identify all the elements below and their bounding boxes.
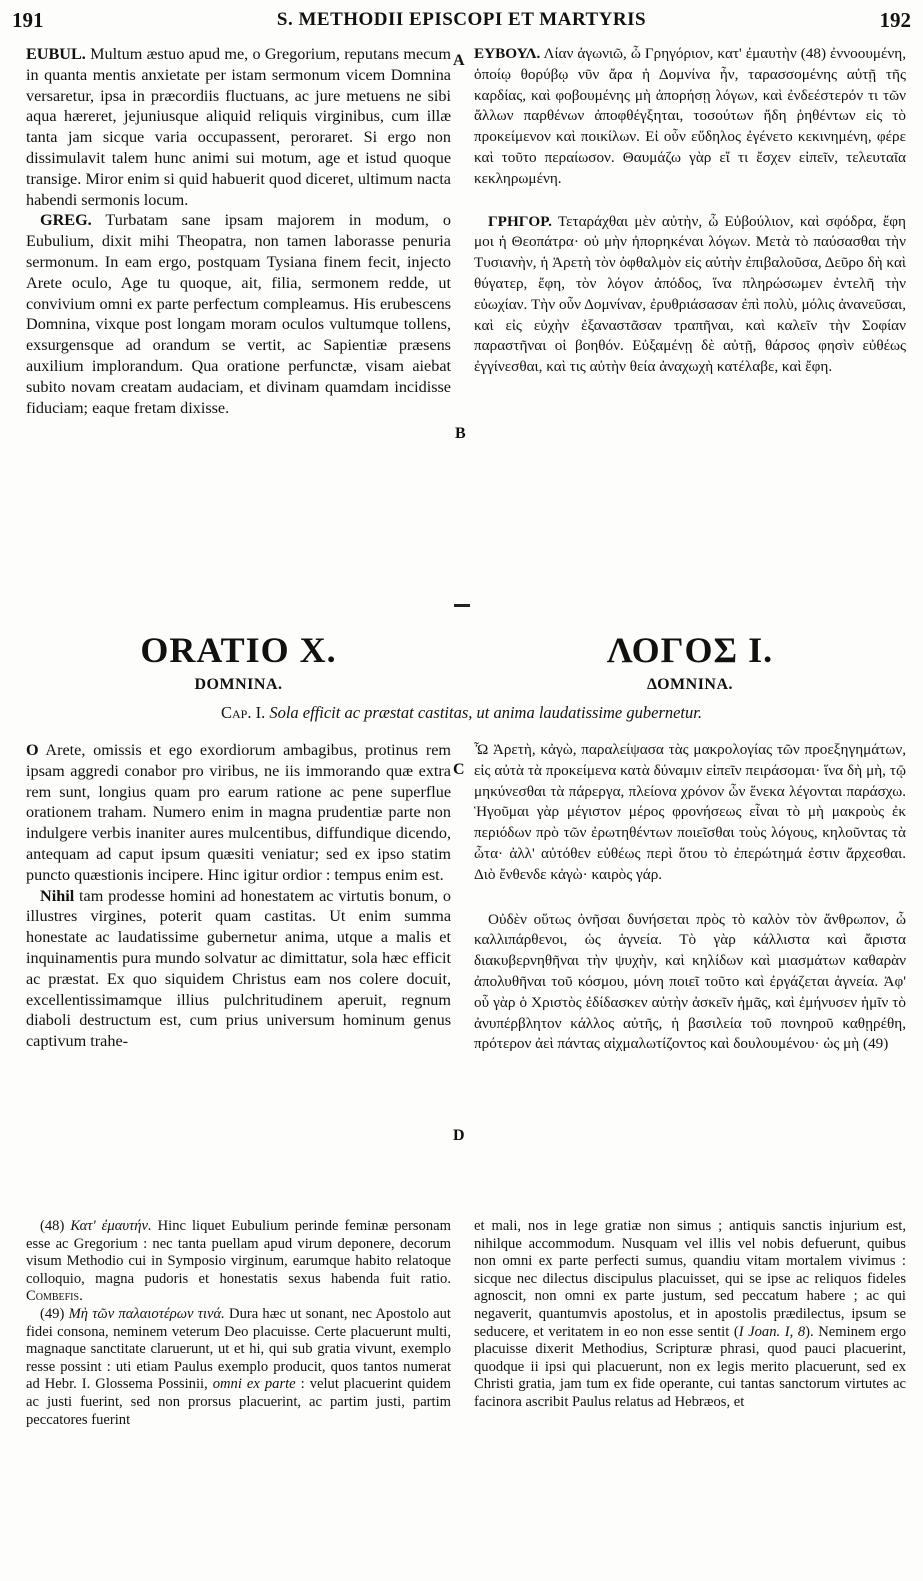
paragraph-text: Τεταράχθαι μὲν αὐτὴν, ὦ Εὐβούλιον, καὶ σφόδρα, ἔφη μοι ἡ Θεοπάτρα· οὐ μὴν ἠπορηκέναι λόγων. Μετὰ τὸ παύσασθαι τὴν Τυσιανὴν, ἡ Ἀρετὴ τὸν ὀφθαλμὸν εἰς αὐτὴν ἐπιβαλοῦσα, Δεῦρο δὴ καὶ θύγατερ, ἔφη, τὸν λόγον ἀπόδος, ἵνα πληρώσωμεν ἐντελῆ τὴν εὐωχίαν. Τὴν οὖν Δομνίναν, ἐρυθριάσασαν ἐπὶ πολὺ, μόλις ἀνανεῦσαι, καὶ εἰς εὐχὴν ἐξαναστᾶσαν τραπῆναι, καὶ καλεῖν τὴν Σοφίαν παραστῆναι οἱ βοηθόν. Εὐξαμένῃ δὲ αὐτῇ, θάρσος φησὶν εὐθέως ἐγγίνεσθαι, καὶ τις αὐτὴν θεία ἀναχωχὴ κατέλαβε, καὶ ἔφη.	[474, 212, 906, 376]
footnote-lemma: Κατ' ἐμαυτήν.	[70, 1218, 152, 1234]
latin-oration-column	[26, 740, 451, 1052]
paragraph-text: οὕτως ὀνῆσαι δυνήσεται πρὸς τὸ καλὸν τὸν ἄνθρωπον, ὦ καλλιπάρθενοι, ὡς ἁγνεία. Τὸ γὰρ κάλλιστα καὶ ἄριστα διακυβερνηθῆναι τὴν ψυχὴν, καὶ κηλίδων καὶ μιασμάτων καθαρὰν ἀπολυθῆναι τοῦ κόσμου, μόνη ποιεῖ τοῦτο καὶ ἐργάζεται ἁγνεία. Ἀφ' οὗ γὰρ ὁ Χριστὸς ἐδίδασκεν αὐτὴν ἀσκεῖν ἡμᾶς, καὶ ἐμήνυσεν ἡμῖν τὸ ἀνυπέρβλητον κάλλος αὐτῆς, ἡ βασιλεία τοῦ πονηροῦ καθῃρέθη, πρότερον ἀεὶ πάντας αἰχμαλωτίζοντος καὶ δουλουμένου· ὡς μὴ (49)	[474, 910, 906, 1053]
footnote-49-continued	[474, 1218, 906, 1412]
footnote-48	[26, 1218, 451, 1306]
section-marker-c: C	[453, 761, 465, 778]
oratio-heading-greek	[474, 630, 906, 694]
chapter-label: Cap. I.	[220, 703, 266, 722]
paragraph-lead: Οὐδὲν	[488, 910, 527, 928]
greek-paragraph-greg	[474, 212, 906, 378]
footnotes-left	[26, 1218, 451, 1429]
running-header	[12, 8, 911, 36]
paragraph-text: Λίαν ἀγωνιῶ, ὦ Γρηγόριον, κατ' ἐμαυτὴν (48) ἐννοουμένη, ὁποίῳ θορύβῳ νῦν ἄρα ἡ Δομνίνα ἦν, ταρασσομένης αὐτῇ τῆς καρδίας, καὶ φοβουμένης μὴ ἀπορήσῃ λόγων, καὶ ἐνδεέστερόν τι τῶν ἄλλων παρθένων ἀποφθέγξηται, τοσούτων ἤδη ῥηθέντων εἰς τὸ προκείμενον καὶ ποικίλων. Εἰ οὖν εὔδηλος ἐγένετο κεκινημένη, φέρε καὶ τοῦτο περαίωσον. Θαυμάζω γὰρ εἴ τι ἔσχεν εἰπεῖν, τελευταῖα κεκληρωμένη.	[474, 45, 906, 187]
section-divider	[454, 604, 470, 607]
footnote-text: et mali, nos in lege gratiæ non simus ; antiquis sanctis injurium est, nihilque accommodum. Nusquam vel illis vel nobis defuerunt, quibus non omni ex parte perfecti sumus, quandiu vitam mortalem vivimus : sicque nec dilectus discipulus placuisset, qui se ipse ac reliquos fideles agnoscit, non omni ex parte justum, sed peccatum habere ; ac qui negaverit, quantumvis apostolus, et in apostolis prædilectus, ipsum se seducere, et veritatem in eo non esse sentit (	[474, 1218, 906, 1340]
section-marker-b: B	[455, 425, 466, 442]
greek-oration-paragraph-1	[474, 740, 906, 886]
running-title: S. METHODII EPISCOPI ET MARTYRIS	[276, 9, 647, 30]
speaker-eubul-greek: ΕΥΒΟΥΛ.	[474, 45, 541, 62]
latin-dialogue-column	[26, 44, 451, 418]
footnote-number: (49)	[40, 1305, 65, 1322]
footnote-lemma: Μὴ τῶν παλαιοτέρων τινά.	[68, 1305, 225, 1322]
footnote-italic-phrase: omni ex parte	[212, 1376, 296, 1393]
speaker-greg-greek: ΓΡΗΓΟΡ.	[488, 212, 552, 230]
paragraph-lead: Nihil	[40, 886, 75, 905]
oratio-speaker-greek: ΔΟΜΝΙΝΑ.	[646, 676, 734, 693]
chapter-heading	[0, 703, 923, 723]
oratio-title-latin: ORATIO X.	[140, 630, 337, 670]
footnote-text: ). Neminem ergo placuisse dixerit Methodius, Scripturæ phrasi, quod pauci placuerint, quodque ii ipsi qui placuerunt, non ex legis merito placuerunt, sed ex Christi gratia, jam tum ex fide operante, cui tantas sanctorum virtutes ac facinora ascribit Paulus relatus ad Hebræos, et	[474, 1323, 906, 1410]
paragraph-text: Arete, omissis et ego exordiorum ambagibus, protinus rem ipsam aggredi conabor pro viribus, ne iis immorando quæ extra rem sunt, longius quam pro earum ratione ac pene superflue orationem traham. Numero enim in magna prudentiæ parte non indulgere verbis inaniter aures mulcentibus, diffundique dicendo, antequam ad caput ipsum quæsiti veniatur; sed ex ipso statim puncto quæstionis incipere. Hinc igitur ordior : tempus enim est.	[26, 741, 451, 884]
greek-oration-column	[474, 740, 906, 1055]
chapter-summary: Sola efficit ac præstat castitas, ut anima laudatissime gubernetur.	[269, 703, 702, 722]
greek-dialogue-column	[474, 44, 906, 378]
paragraph-lead: O	[26, 741, 39, 759]
greek-paragraph-eubul	[474, 44, 906, 190]
latin-oration-paragraph-1	[26, 740, 451, 886]
page-number-left: 191	[12, 8, 44, 32]
oratio-title-greek: ΛΟΓΟΣ Ι.	[606, 630, 774, 670]
scripture-reference: I Joan. I, 8	[738, 1323, 806, 1340]
footnote-text-tail: : velut placuerint quidem ac justi fuerint, sed non prorsus placuerint, ac partim justi, partim peccatores fuerint	[26, 1376, 451, 1428]
footnotes-right	[474, 1218, 906, 1412]
section-marker-d: D	[453, 1127, 465, 1144]
oratio-heading-latin	[26, 630, 451, 694]
page-number-right: 192	[879, 8, 911, 32]
latin-paragraph-greg	[26, 210, 451, 418]
latin-paragraph-eubul	[26, 44, 451, 210]
footnote-text: Hinc liquet Eubulium perinde feminæ personam esse ac Gregorium : nec tanta puellam apud virum deponere, decorum visum Methodio cui in Symposio virginum, earumque habito relatoque colloquio, magna pudoris et honestatis sexus habenda fuit ratio.	[26, 1218, 451, 1287]
oratio-speaker-latin: DOMNINA.	[194, 676, 283, 693]
speaker-eubul: EUBUL.	[26, 45, 86, 63]
speaker-greg: GREG.	[40, 211, 92, 230]
paragraph-text: Turbatam sane ipsam majorem in modum, o Eubulium, dixit mihi Theopatra, non tamen laborasse penuria sermonum. In eam ergo, postquam Tysiana finem fecit, injecto Arete oculo, Age tu quoque, ait, filia, sermonem redde, ut convivium omni ex parte perfectum compleamus. His erubescens Domnina, vixque post longam moram oculos vultumque tollens, exsurgensque ad orandum se vertit, ac Sapientiæ præsens auxilium implorandum. Qua oratione perfunctæ, visam aiebat subito novam creatam audaciam, et divinam quamdam incidisse fiduciam; eaque fretam dixisse.	[26, 211, 451, 417]
paragraph-lead: Ὦ	[474, 741, 489, 758]
latin-oration-paragraph-2	[26, 886, 451, 1052]
footnote-number: (48)	[40, 1218, 65, 1234]
greek-oration-paragraph-2	[474, 910, 906, 1056]
footnote-signature: Combefis.	[26, 1288, 83, 1305]
paragraph-text: Multum æstuo apud me, o Gregorium, reputans mecum in quanta mentis anxietate per istam sermonum vicem Domnina versaretur, ipsa in præcordiis fluctuans, ac jure metuens ne sibi aqua hæreret, jejuniusque aliquid reliquis virginibus, cum illæ tanta jam sicque varia occupassent, peroraret. Si ergo non dissimulavit talem hunc animi sui motum, age et istud quoque transige. Miror enim si quid habuerit quod diceret, ultimum nacta habendi sermonis locum.	[26, 45, 451, 209]
section-marker-a: A	[453, 52, 465, 69]
footnote-text: Dura hæc ut sonant, nec Apostolo aut fidei consona, neminem veterum Deo placuisse. Certe placuerunt multi, magnaque sanctitate claruerunt, ut et hi, qui sub gratia vivunt, exemplo resse possint : uti etiam Paulus exemplo producit, quos tantos numerat ad Hebr. I. Glossema Possinii,	[26, 1305, 451, 1393]
paragraph-text: Ἀρετὴ, κἀγὼ, παραλείψασα τὰς μακρολογίας τῶν προεξηγημάτων, εἰς αὐτὰ τὰ προκείμενα κατὰ δύναμιν εἰπεῖν πειράσομαι· ἵνα δὴ μὴ, τῷ μηκύνεσθαι τὰ πάρεργα, πλείονα χρόνον ὧν ἕνεκα λέγονται παράσχω. Ἡγοῦμαι γὰρ μέγιστον μέρος φρονήσεως εἶναι τὸ μὴ μακροὺς ἐκ περιόδων πρὸ τῶν ἐρωτηθέντων ποιεῖσθαι τοὺς λόγους, κηλοῦντας τὰ ὦτα· ἀλλ' αὐτόθεν εὐθέως περὶ ὅτου τὸ ἐπερώτημά ἐστιν ἄρχεσθαι. Διὸ ἔνθενδε κἀγὼ· καιρὸς γάρ.	[474, 741, 906, 883]
footnote-49	[26, 1306, 451, 1429]
paragraph-text: tam prodesse homini ad honestatem ac virtutis bonum, o illustres virgines, poterit quam castitas. Ut enim summa honestate ac laudatissime gubernetur anima, utque a malis et inquinamentis pura mundo solvatur ac dimittatur, sola hæc efficit ac præstat. Ex quo siquidem Christus eam nos colere docuit, excellentissimamque illius pulchritudinem aperuit, regnum diaboli destructum est, cum prius universum hominum genus captivum trahe-	[26, 886, 451, 1051]
